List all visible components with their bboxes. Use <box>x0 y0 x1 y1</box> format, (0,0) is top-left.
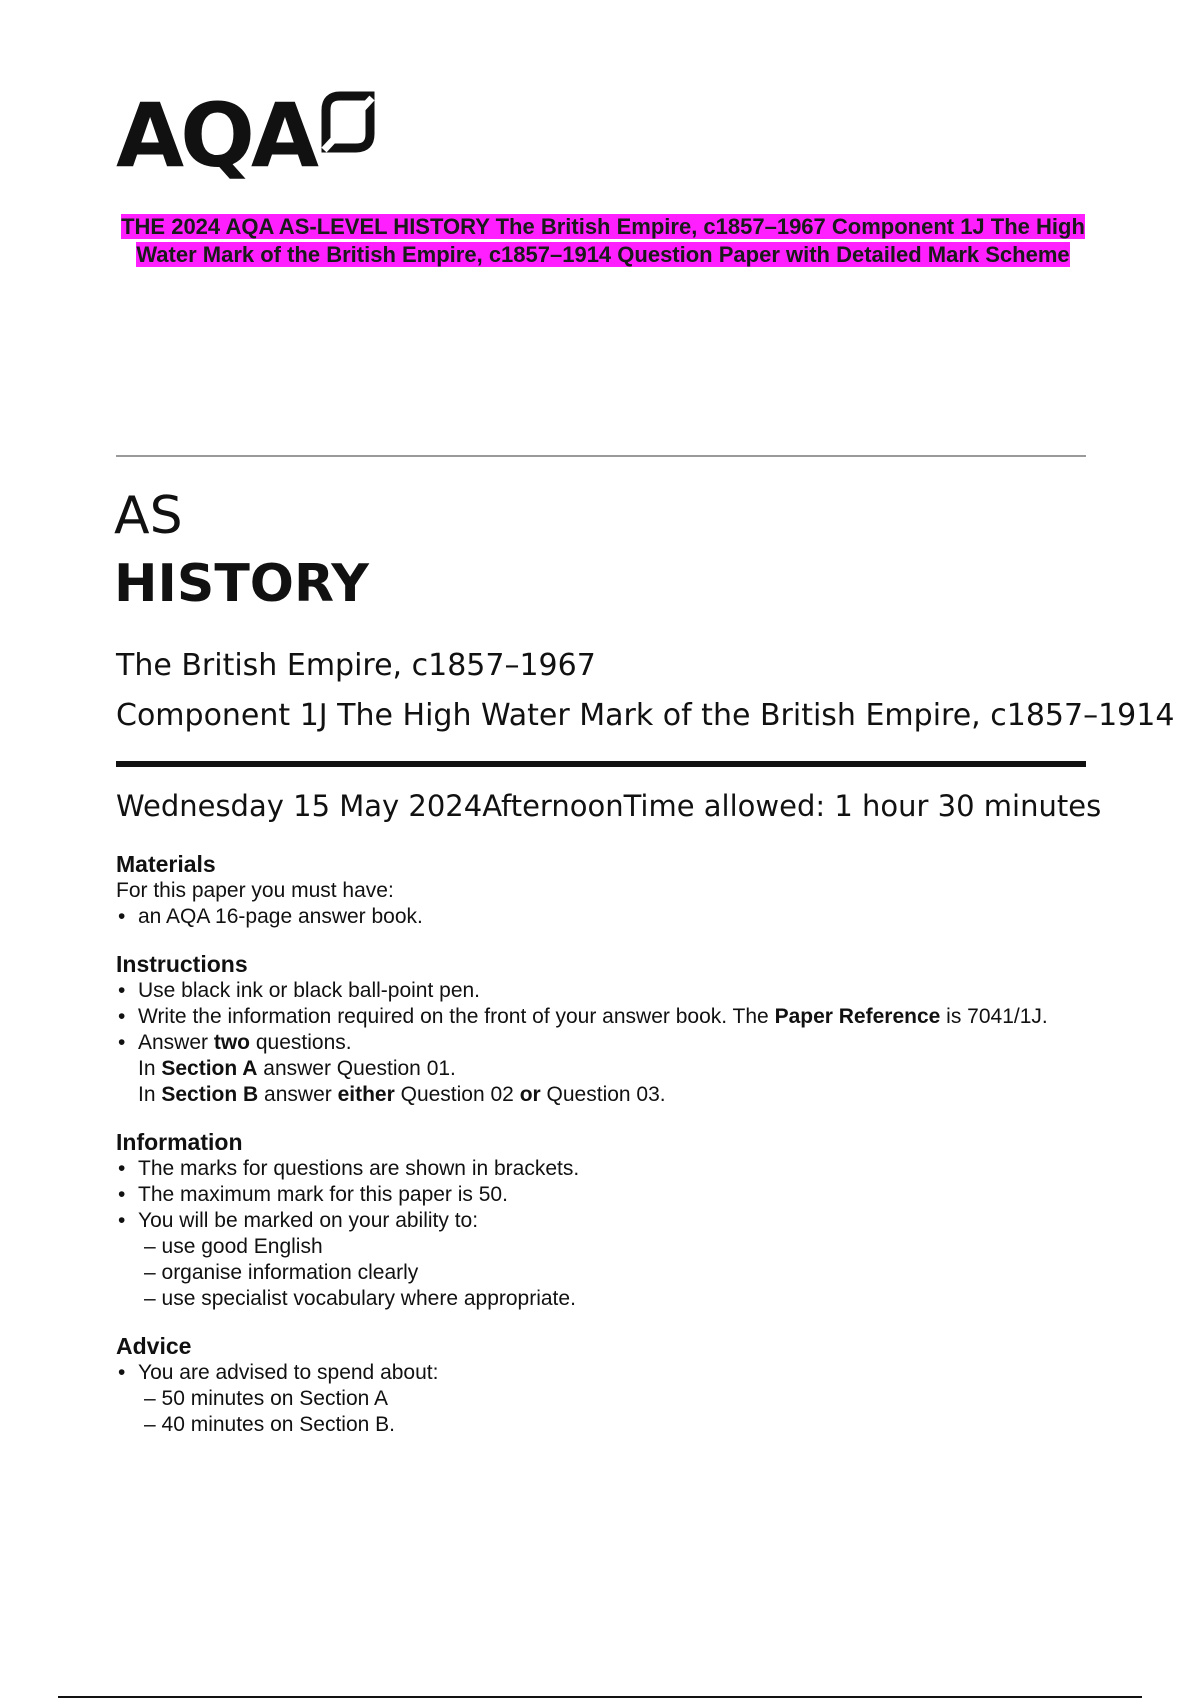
text-run: Answer <box>138 1031 214 1054</box>
subject-name: HISTORY <box>114 554 369 614</box>
text-run: answer <box>258 1083 338 1106</box>
advice-heading: Advice <box>116 1333 192 1359</box>
list-item: – use good English <box>144 1235 323 1258</box>
title-divider <box>116 761 1086 767</box>
text-run: Write the information required on the front of your answer book. The <box>138 1005 775 1028</box>
logo-text: AQA <box>116 84 316 187</box>
emphasis: either <box>337 1083 395 1106</box>
qualification-level: AS <box>114 486 183 546</box>
instructions-section <box>116 950 1096 1108</box>
exam-session: Afternoon <box>482 789 624 823</box>
materials-intro: For this paper you must have: <box>116 879 394 902</box>
paper-instructions <box>116 850 1096 1458</box>
list-item: – use specialist vocabulary where appropriate. <box>144 1287 576 1310</box>
information-section <box>116 1128 1096 1312</box>
time-allowed: Time allowed: 1 hour 30 minutes <box>623 789 1102 823</box>
advice-list <box>116 1360 1096 1438</box>
materials-list <box>116 904 1096 930</box>
component-title: Component 1J The High Water Mark of the British Empire, c1857–1914 <box>116 698 1175 733</box>
list-item: • The marks for questions are shown in brackets. <box>116 1156 1096 1182</box>
list-item <box>116 1030 1096 1056</box>
text-run: questions. <box>250 1031 352 1054</box>
exam-dateline <box>116 786 1102 826</box>
text-run: answer Question 01. <box>257 1057 456 1080</box>
list-item: • The maximum mark for this paper is 50. <box>116 1182 1096 1208</box>
section-b-label: Section B <box>161 1083 259 1106</box>
list-item: – organise information clearly <box>144 1261 419 1284</box>
document-title-banner <box>96 213 1110 269</box>
banner-text: THE 2024 AQA AS-LEVEL HISTORY The British Empire, c1857–1967 Component 1J The High Water Mark of the British Empire, c1857–1914 Question Paper with Detailed Mark Scheme <box>121 214 1085 267</box>
text-run: Question 02 <box>394 1083 520 1106</box>
list-item: • an AQA 16-page answer book. <box>116 904 1096 930</box>
instructions-list <box>116 978 1096 1108</box>
advice-section <box>116 1332 1096 1438</box>
text-run: Question 03. <box>540 1083 666 1106</box>
list-item <box>116 1004 1096 1030</box>
emphasis: or <box>519 1083 541 1106</box>
instructions-heading: Instructions <box>116 951 248 977</box>
aqa-leaf-icon <box>316 90 380 154</box>
paper-title: The British Empire, c1857–1967 <box>116 648 596 683</box>
footer-divider <box>58 1696 1142 1698</box>
text-run: In <box>138 1083 162 1106</box>
list-item: – 40 minutes on Section B. <box>144 1413 395 1436</box>
text-run: is 7041/1J. <box>940 1005 1048 1028</box>
top-divider <box>116 455 1086 457</box>
paper-reference-label: Paper Reference <box>774 1005 941 1028</box>
information-list <box>116 1156 1096 1312</box>
list-item <box>116 1056 1096 1082</box>
information-heading: Information <box>116 1129 243 1155</box>
materials-heading: Materials <box>116 851 216 877</box>
list-item: • You will be marked on your ability to: <box>116 1208 1096 1234</box>
materials-section <box>116 850 1096 930</box>
section-a-label: Section A <box>161 1057 258 1080</box>
exam-date: Wednesday 15 May 2024 <box>116 789 483 823</box>
text-run: In <box>138 1057 162 1080</box>
list-item: • Use black ink or black ball-point pen. <box>116 978 1096 1004</box>
list-item <box>116 1082 1096 1108</box>
emphasis: two <box>213 1031 251 1054</box>
list-item: – 50 minutes on Section A <box>144 1387 388 1410</box>
list-item: • You are advised to spend about: <box>116 1360 1096 1386</box>
